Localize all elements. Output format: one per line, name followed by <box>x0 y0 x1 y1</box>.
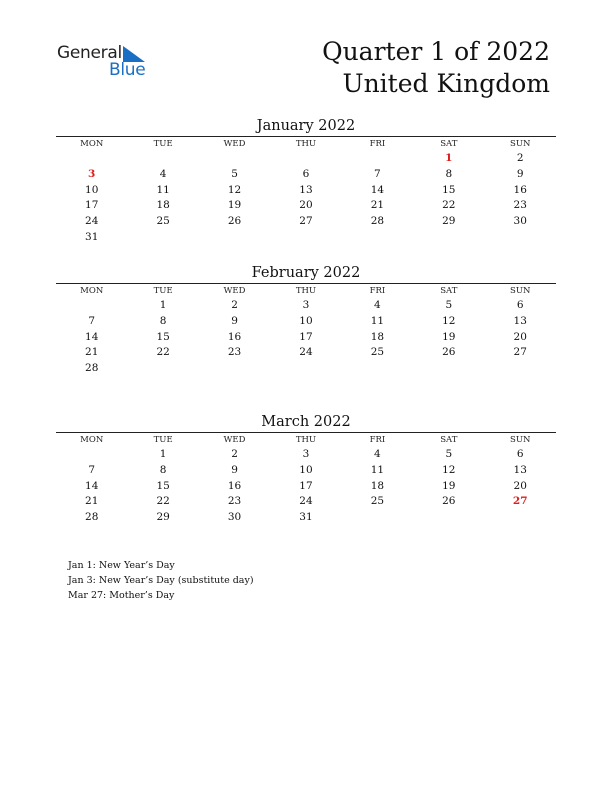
day-cell: 30 <box>227 511 242 524</box>
day-cell: 12 <box>442 314 456 327</box>
empty-day-cell <box>342 230 413 246</box>
day-cell: 10 <box>299 314 313 327</box>
weekday-header: FRI <box>369 435 386 445</box>
day-cell: 15 <box>156 330 170 343</box>
day-cell: 22 <box>442 199 456 212</box>
day-cell: 15 <box>156 479 170 492</box>
day-cell: 26 <box>442 346 456 359</box>
weekday-header: TUE <box>153 139 173 149</box>
day-cell: 13 <box>513 463 527 476</box>
day-cell: 3 <box>302 299 310 311</box>
day-cell: 24 <box>85 215 99 228</box>
empty-day-cell <box>270 151 341 167</box>
day-cell: 9 <box>516 167 524 180</box>
weekday-header: THU <box>295 286 317 296</box>
empty-day-cell <box>413 230 484 246</box>
day-cell: 16 <box>227 330 242 343</box>
title-quarter: Quarter 1 of 2022 <box>322 37 550 66</box>
day-cell: 19 <box>442 330 456 343</box>
weekday-header: MON <box>80 435 104 445</box>
day-cell: 9 <box>231 463 238 476</box>
weekday-header: WED <box>223 286 246 296</box>
month-name: February 2022 <box>251 265 361 281</box>
day-cell: 8 <box>159 463 167 476</box>
day-cell: 26 <box>227 215 242 228</box>
day-cell: 13 <box>299 183 313 196</box>
day-cell: 17 <box>299 479 313 492</box>
weekday-header: MON <box>80 139 104 149</box>
empty-day-cell <box>199 230 270 246</box>
day-cell: 24 <box>299 346 313 359</box>
day-cell: 17 <box>85 199 99 212</box>
day-cell: 4 <box>374 299 381 311</box>
month-march <box>56 412 556 526</box>
day-cell: 21 <box>85 346 99 359</box>
holiday-note: Jan 1: New Year’s Day <box>68 560 175 571</box>
day-cell: 25 <box>156 215 170 228</box>
empty-day-cell <box>413 361 484 377</box>
day-cell: 19 <box>442 479 456 492</box>
day-cell: 2 <box>231 448 238 460</box>
day-cell: 15 <box>442 183 456 196</box>
logo-word-general: General <box>57 43 122 63</box>
day-cell: 14 <box>85 479 99 492</box>
weekday-header: TUE <box>153 435 173 445</box>
month-january <box>56 116 556 246</box>
day-cell: 25 <box>370 495 385 508</box>
day-cell: 21 <box>85 495 99 508</box>
calendar-grid <box>56 284 556 377</box>
empty-day-cell <box>342 361 413 377</box>
day-cell: 22 <box>156 495 170 508</box>
month-name: January 2022 <box>256 118 356 134</box>
empty-day-cell <box>342 151 413 167</box>
day-cell: 18 <box>370 479 385 492</box>
day-cell: 6 <box>516 448 524 460</box>
empty-day-cell <box>127 230 198 246</box>
weekday-header: FRI <box>369 139 386 149</box>
day-cell: 27 <box>513 346 527 359</box>
day-cell: 11 <box>370 463 385 476</box>
month-name: March 2022 <box>261 414 351 430</box>
calendar-grid <box>56 137 556 246</box>
day-cell: 31 <box>85 230 99 243</box>
empty-day-cell <box>56 447 127 463</box>
day-cell: 6 <box>516 299 524 311</box>
generalblue-logo <box>57 43 157 83</box>
day-cell: 1 <box>159 448 167 460</box>
day-cell: 3 <box>302 448 310 460</box>
day-cell: 5 <box>445 299 453 311</box>
weekday-header: SAT <box>440 139 458 149</box>
title-country: United Kingdom <box>342 69 550 98</box>
day-cell: 4 <box>159 167 167 180</box>
day-cell: 14 <box>370 183 385 196</box>
day-cell: 12 <box>227 183 242 196</box>
day-cell: 10 <box>85 183 99 196</box>
day-cell: 8 <box>445 167 453 180</box>
day-cell: 23 <box>227 495 242 508</box>
weekday-header: MON <box>80 286 104 296</box>
day-cell: 1 <box>159 299 167 311</box>
weekday-header: TUE <box>153 286 173 296</box>
weekday-header: WED <box>223 435 246 445</box>
day-cell: 20 <box>513 479 527 492</box>
day-cell: 17 <box>299 330 313 343</box>
weekday-header: SAT <box>440 286 458 296</box>
day-cell: 30 <box>513 215 527 228</box>
day-cell: 24 <box>299 495 313 508</box>
weekday-header: WED <box>223 139 246 149</box>
day-cell: 10 <box>299 463 313 476</box>
empty-day-cell <box>56 151 127 167</box>
day-cell: 18 <box>370 330 385 343</box>
calendar-grid <box>56 433 556 526</box>
day-cell: 21 <box>370 199 385 212</box>
day-cell: 2 <box>516 152 524 164</box>
empty-day-cell <box>270 230 341 246</box>
weekday-header: FRI <box>369 286 386 296</box>
holiday-day-cell: 1 <box>445 152 453 164</box>
empty-day-cell <box>342 510 413 526</box>
day-cell: 26 <box>442 495 456 508</box>
empty-day-cell <box>413 510 484 526</box>
weekday-header: SUN <box>510 139 531 149</box>
day-cell: 28 <box>85 362 99 375</box>
empty-day-cell <box>199 151 270 167</box>
day-cell: 28 <box>85 511 99 524</box>
logo-word-blue: Blue <box>109 60 146 80</box>
day-cell: 5 <box>445 448 453 460</box>
day-cell: 11 <box>156 183 170 196</box>
holiday-notes <box>68 558 254 603</box>
weekday-header: THU <box>295 139 317 149</box>
day-cell: 4 <box>374 448 381 460</box>
empty-day-cell <box>485 230 556 246</box>
weekday-header: THU <box>295 435 317 445</box>
day-cell: 23 <box>227 346 242 359</box>
day-cell: 2 <box>231 299 238 311</box>
day-cell: 19 <box>227 199 242 212</box>
day-cell: 16 <box>227 479 242 492</box>
day-cell: 22 <box>156 346 170 359</box>
day-cell: 6 <box>302 167 310 180</box>
page-title <box>322 36 550 100</box>
day-cell: 7 <box>88 314 96 327</box>
day-cell: 29 <box>442 215 456 228</box>
day-cell: 12 <box>442 463 456 476</box>
day-cell: 25 <box>370 346 385 359</box>
empty-day-cell <box>270 361 341 377</box>
day-cell: 20 <box>299 199 313 212</box>
day-cell: 31 <box>299 511 313 524</box>
day-cell: 16 <box>513 183 527 196</box>
empty-day-cell <box>199 361 270 377</box>
day-cell: 28 <box>370 215 385 228</box>
day-cell: 18 <box>156 199 170 212</box>
day-cell: 29 <box>156 511 170 524</box>
weekday-header: SUN <box>510 435 531 445</box>
day-cell: 20 <box>513 330 527 343</box>
weekday-header: SUN <box>510 286 531 296</box>
holiday-note: Mar 27: Mother’s Day <box>68 590 175 601</box>
day-cell: 7 <box>88 463 96 476</box>
empty-day-cell <box>485 510 556 526</box>
day-cell: 8 <box>159 314 167 327</box>
holiday-note: Jan 3: New Year’s Day (substitute day) <box>68 575 254 586</box>
holiday-day-cell: 27 <box>512 495 528 508</box>
day-cell: 27 <box>299 215 313 228</box>
day-cell: 5 <box>231 167 238 180</box>
holiday-day-cell: 3 <box>88 167 96 180</box>
empty-day-cell <box>56 298 127 314</box>
day-cell: 23 <box>513 199 527 212</box>
day-cell: 11 <box>370 314 385 327</box>
empty-day-cell <box>127 151 198 167</box>
day-cell: 7 <box>374 167 381 180</box>
day-cell: 9 <box>231 314 238 327</box>
month-february <box>56 263 556 377</box>
day-cell: 13 <box>513 314 527 327</box>
empty-day-cell <box>485 361 556 377</box>
weekday-header: SAT <box>440 435 458 445</box>
empty-day-cell <box>127 361 198 377</box>
day-cell: 14 <box>85 330 99 343</box>
